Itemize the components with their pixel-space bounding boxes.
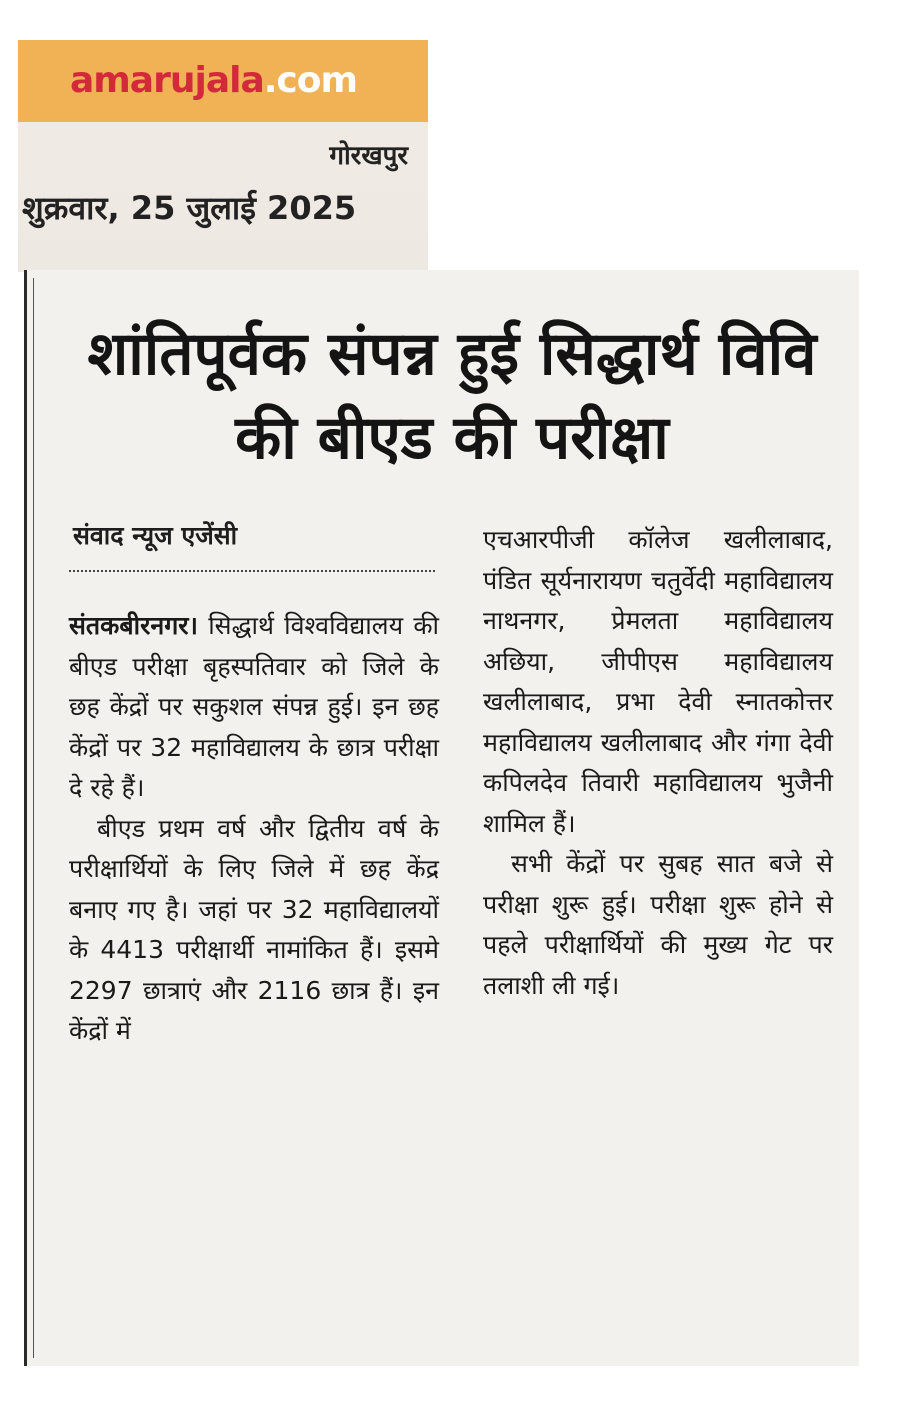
article-paragraph-4: सभी केंद्रों पर सुबह सात बजे से परीक्षा शुरू हुई। परीक्षा शुरू होने से पहले परीक्षार्थियों की मुख्य गेट पर तलाशी ली गई। [483,849,833,1000]
newspaper-masthead [18,40,428,272]
news-clipping [24,270,859,1366]
article-dateline: संतकबीरनगर। [69,611,198,640]
article-byline: संवाद न्यूज एजेंसी [73,521,238,550]
article-column-right [483,520,833,1006]
logo-tld-text: .com [263,60,358,101]
publication-date: शुक्रवार, 25 जुलाई 2025 [22,189,357,227]
article-column-left [69,606,439,1052]
edition-city: गोरखपुर [329,141,408,171]
byline-divider [69,570,435,572]
column-border [33,278,34,1358]
article-paragraph-1 [69,606,439,809]
logo-bar [18,40,428,122]
article-headline: शांतिपूर्वक संपन्न हुई सिद्धार्थ विवि की बीएड की परीक्षा [87,319,817,473]
article-paragraph-2: बीएड प्रथम वर्ष और द्वितीय वर्ष के परीक्षार्थियों के लिए जिले में छह केंद्र बनाए गए है। जहां पर 32 महाविद्यालयों के 4413 परीक्षार्थी नामांकित हैं। इसमे 2297 छात्राएं और 2116 छात्र हैं। इन केंद्रों में [69,813,439,1045]
logo-brand-text: amarujala [70,60,264,101]
article-paragraph-3: एचआरपीजी कॉलेज खलीलाबाद, पंडित सूर्यनारायण चतुर्वेदी महाविद्यालय नाथनगर, प्रेमलता महाविद्यालय अछिया, जीपीएस महाविद्यालय खलीलाबाद, प्रभा देवी स्नातकोत्तर महाविद्यालय खलीलाबाद और गंगा देवी कपिलदेव तिवारी महाविद्यालय भुजैनी शामिल हैं। [483,525,833,838]
amarujala-logo [70,60,357,101]
paragraph-1-text: सिद्धार्थ विश्वविद्यालय की बीएड परीक्षा बृहस्पतिवार को जिले के छह केंद्रों पर सकुशल संपन्न हुई। इन छह केंद्रों पर 32 महाविद्यालय के छात्र परीक्षा दे रहे हैं। [69,611,439,802]
